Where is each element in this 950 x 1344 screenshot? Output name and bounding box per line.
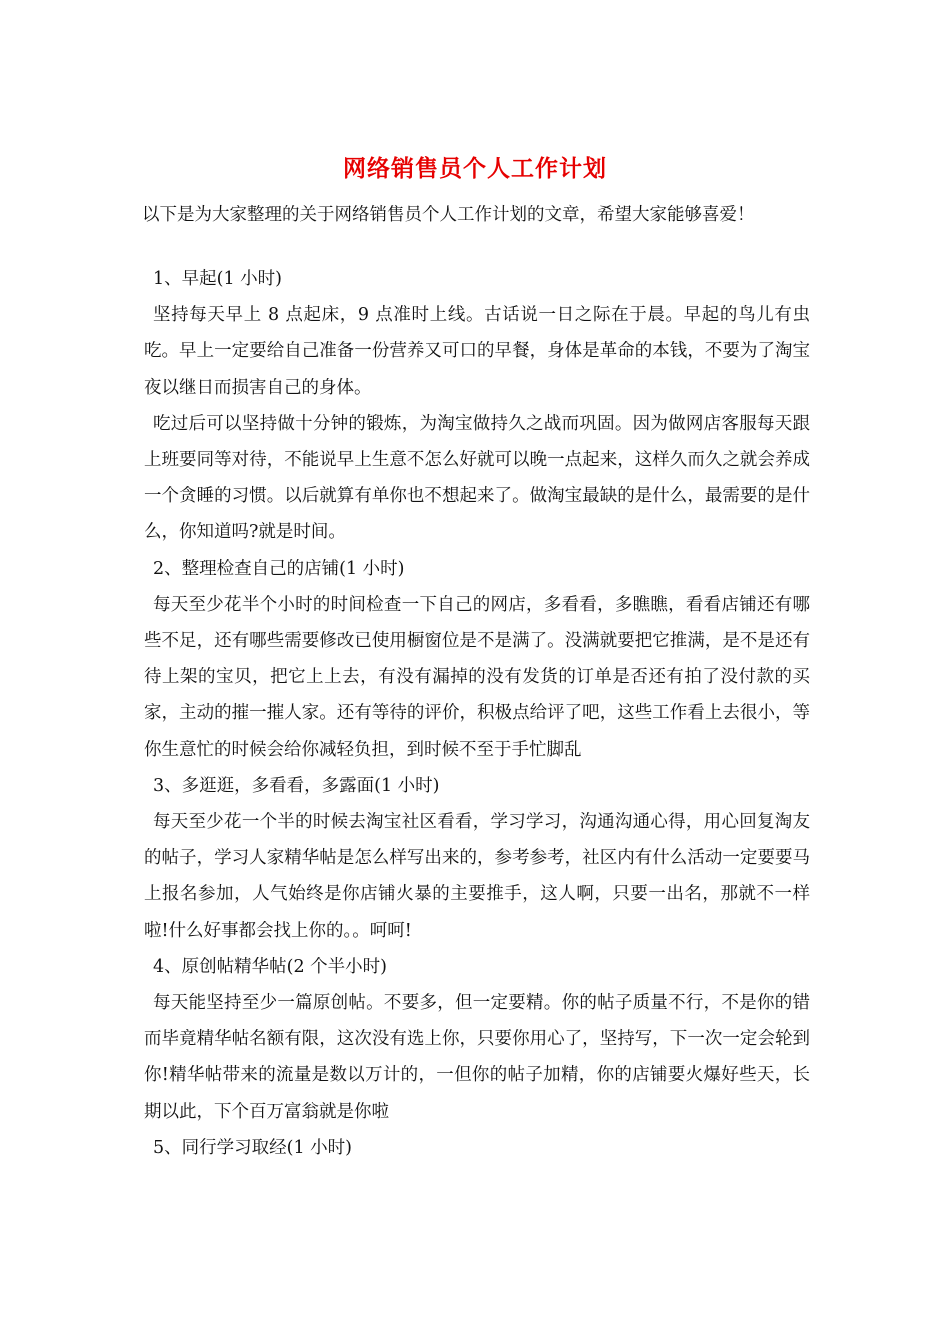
document-title: 网络销售员个人工作计划 xyxy=(343,155,607,182)
section-paragraph: 每天能坚持至少一篇原创帖。不要多，但一定要精。你的帖子质量不行，不是你的错而毕竟精华帖名额有限，这次没有选上你，只要你用心了，坚持写，下一次一定会轮到你!精华帖带来的流量是数以万计的，一但你的帖子加精，你的店铺要火爆好些天，长期以此，下个百万富翁就是你啦 xyxy=(144,993,810,1122)
section-heading: 5、同行学习取经(1 小时) xyxy=(153,1137,352,1158)
section-heading: 3、多逛逛，多看看，多露面(1 小时) xyxy=(153,775,440,796)
section-paragraph: 坚持每天早上 8 点起床，9 点准时上线。古话说一日之际在于晨。早起的鸟儿有虫吃。早上一定要给自己准备一份营养又可口的早餐，身体是革命的本钱，不要为了淘宝夜以继日而损害自己的身体。 xyxy=(144,305,810,398)
section-heading: 1、早起(1 小时) xyxy=(153,269,282,289)
section-paragraph: 每天至少花一个半的时候去淘宝社区看看，学习学习，沟通沟通心得，用心回复淘友的帖子，学习人家精华帖是怎么样写出来的，参考参考，社区内有什么活动一定要要马上报名参加，人气始终是你店铺火暴的主要推手，这人啊，只要一出名，那就不一样啦!什么好事都会找上你的。。呵呵! xyxy=(144,812,810,941)
section-heading: 4、原创帖精华帖(2 个半小时) xyxy=(153,956,387,977)
section-paragraph: 吃过后可以坚持做十分钟的锻炼，为淘宝做持久之战而巩固。因为做网店客服每天跟上班要同等对待，不能说早上生意不怎么好就可以晚一点起来，这样久而久之就会养成一个贪睡的习惯。以后就算有单你也不想起来了。做淘宝最缺的是什么，最需要的是什么，你知道吗?就是时间。 xyxy=(144,413,810,543)
document-body xyxy=(144,261,810,1166)
section-paragraph: 每天至少花半个小时的时间检查一下自己的网店，多看看，多瞧瞧，看看店铺还有哪些不足，还有哪些需要修改已使用橱窗位是不是满了。没满就要把它推满，是不是还有待上架的宝贝，把它上上去，有没有漏掉的没有发货的订单是否还有拍了没付款的买家，主动的摧一摧人家。还有等待的评价，积极点给评了吧，这些工作看上去很小，等你生意忙的时候会给你减轻负担，到时候不至于手忙脚乱 xyxy=(144,594,810,760)
section-heading: 2、整理检查自己的店铺(1 小时) xyxy=(153,558,405,579)
document-intro: 以下是为大家整理的关于网络销售员个人工作计划的文章，希望大家能够喜爱！ xyxy=(142,205,755,225)
